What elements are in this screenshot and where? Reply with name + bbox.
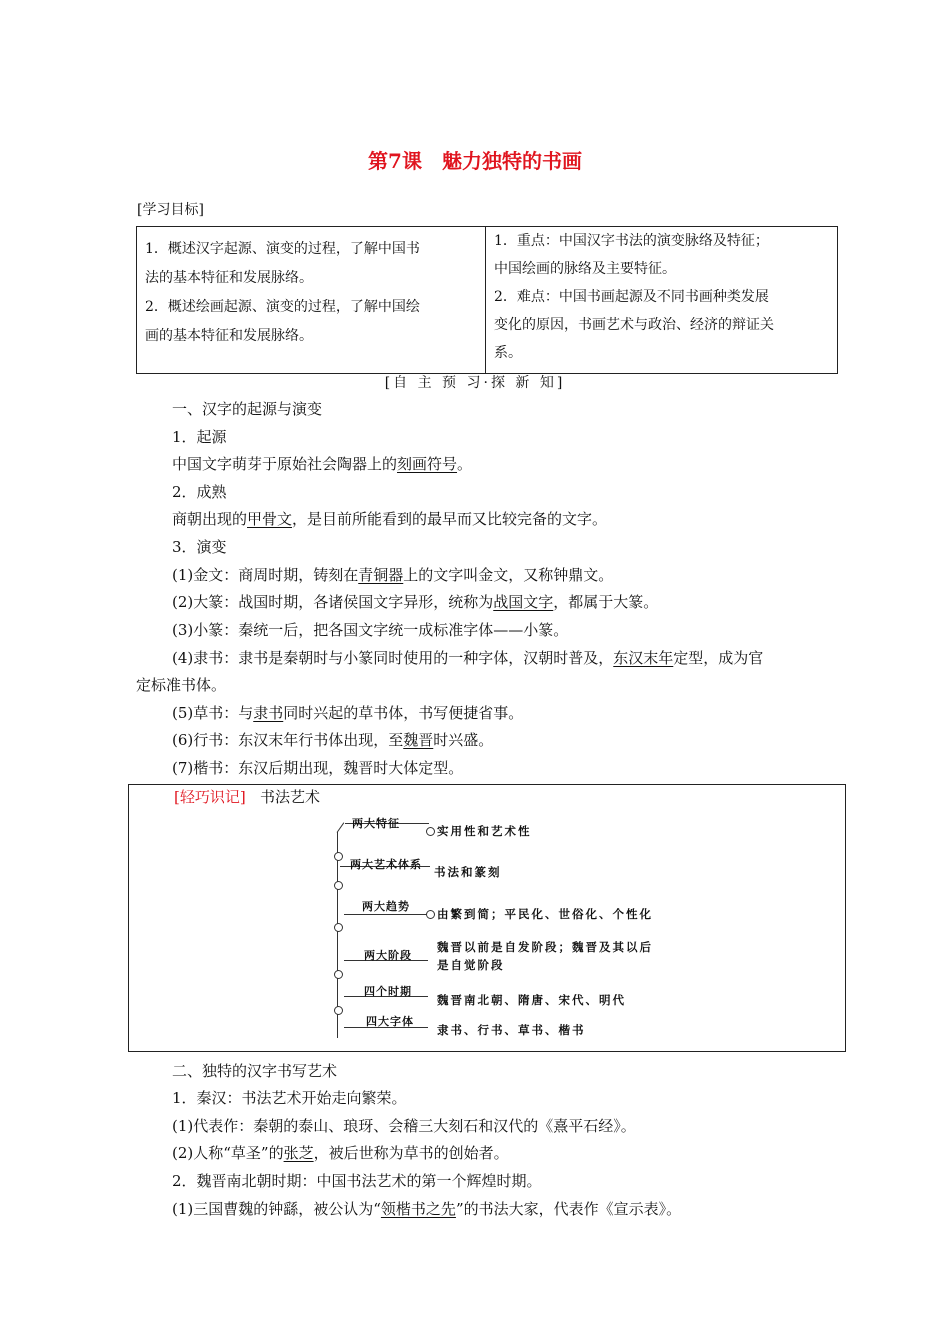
- goals-label: [学习目标]: [137, 202, 204, 218]
- goal-line: 画的基本特征和发展脉络。: [145, 328, 313, 344]
- goals-table: [136, 226, 838, 374]
- goal-line: 法的基本特征和发展脉络。: [145, 270, 313, 286]
- mindmap-dot: [334, 1006, 343, 1015]
- goal-line: 变化的原因，书画艺术与政治、经济的辩证关: [494, 317, 774, 333]
- part2-item: (2)人称“草圣”的张芝，被后世称为草书的创始者。: [172, 1144, 509, 1162]
- mindmap-dot: [426, 827, 435, 836]
- mindmap-topic: 书法艺术: [260, 788, 321, 806]
- mindmap-title: [174, 786, 320, 807]
- mindmap-branch: [344, 914, 428, 915]
- mindmap-dot: [334, 923, 343, 932]
- underlined-term: 张芝: [283, 1144, 314, 1162]
- evolution-heading: 3．演变: [172, 538, 227, 556]
- mindmap-tag: [轻巧识记]: [174, 788, 246, 806]
- page-title: 第7课 魅力独特的书画: [368, 149, 582, 173]
- mindmap-dot: [334, 881, 343, 890]
- mature-text: 商朝出现的甲骨文，是目前所能看到的最早而又比较完备的文字。: [172, 510, 608, 528]
- mindmap-node: 四个时期: [364, 985, 412, 998]
- mature-heading: 2．成熟: [172, 483, 227, 501]
- mindmap-leaf: 由繁到简；平民化、世俗化、个性化: [437, 907, 653, 921]
- evolution-item: (4)隶书：隶书是秦朝时与小篆同时使用的一种字体，汉朝时普及，东汉末年定型，成为官: [172, 649, 764, 667]
- mindmap-dot: [426, 910, 435, 919]
- origin-text: 中国文字萌芽于原始社会陶器上的刻画符号。: [172, 455, 473, 473]
- evolution-item: (5)草书：与隶书同时兴起的草书体，书写便捷省事。: [172, 704, 524, 722]
- mindmap-dot: [334, 852, 343, 861]
- evolution-item-cont: 定标准书体。: [136, 676, 227, 694]
- section-heading: [自 主 预 习·探 新 知]: [384, 375, 566, 391]
- goal-line: 1．重点：中国汉字书法的演变脉络及特征；: [494, 233, 769, 249]
- part1-heading: 一、汉字的起源与演变: [172, 400, 323, 418]
- mindmap-leaf: 魏晋以前是自发阶段；魏晋及其以后: [437, 940, 653, 954]
- underlined-term: 甲骨文: [247, 510, 293, 528]
- evolution-item: (2)大篆：战国时期，各诸侯国文字异形，统称为战国文字，都属于大篆。: [172, 593, 659, 611]
- underlined-term: 领楷书之先: [380, 1200, 456, 1218]
- part2-heading: 二、独特的汉字书写艺术: [172, 1062, 338, 1080]
- mindmap-node: 两大趋势: [362, 900, 410, 913]
- mindmap-leaf: 实用性和艺术性: [437, 824, 532, 838]
- part2-item: (1)代表作：秦朝的泰山、琅玡、会稽三大刻石和汉代的《熹平石经》。: [172, 1117, 636, 1135]
- part2-item: 2．魏晋南北朝时期：中国书法艺术的第一个辉煌时期。: [172, 1172, 542, 1190]
- underlined-term: 魏晋: [403, 731, 434, 749]
- goal-line: 1．概述汉字起源、演变的过程，了解中国书: [145, 241, 420, 257]
- origin-heading: 1．起源: [172, 428, 227, 446]
- part2-item: 1．秦汉：书法艺术开始走向繁荣。: [172, 1089, 407, 1107]
- evolution-item: (7)楷书：东汉后期出现，魏晋时大体定型。: [172, 759, 464, 777]
- goals-right-cell: [486, 227, 838, 374]
- mindmap-leaf: 隶书、行书、草书、楷书: [437, 1023, 586, 1037]
- underlined-term: 战国文字: [493, 593, 554, 611]
- mindmap-node: 两大特征: [352, 817, 400, 830]
- part2-item: (1)三国曹魏的钟繇，被公认为“领楷书之先”的书法大家，代表作《宣示表》。: [172, 1200, 682, 1218]
- goal-line: 系。: [494, 345, 522, 361]
- evolution-item: (1)金文：商周时期，铸刻在青铜器上的文字叫金文，又称钟鼎文。: [172, 566, 614, 584]
- goal-line: 2．概述绘画起源、演变的过程，了解中国绘: [145, 299, 420, 315]
- evolution-item: (6)行书：东汉末年行书体出现，至魏晋时兴盛。: [172, 731, 494, 749]
- goals-left-cell: [137, 227, 486, 374]
- mindmap-node: 两大艺术体系: [350, 858, 422, 871]
- goal-line: 2．难点：中国书画起源及不同书画种类发展: [494, 289, 769, 305]
- mindmap-leaf: 魏晋南北朝、隋唐、宋代、明代: [437, 993, 626, 1007]
- underlined-term: 青铜器: [358, 566, 404, 584]
- mindmap-node: 四大字体: [366, 1015, 414, 1028]
- mindmap-leaf: 书法和篆刻: [434, 865, 502, 879]
- underlined-term: 东汉末年: [613, 649, 674, 667]
- underlined-term: 隶书: [253, 704, 284, 722]
- underlined-term: 刻画符号: [397, 455, 458, 473]
- evolution-item: (3)小篆：秦统一后，把各国文字统一成标准字体——小篆。: [172, 621, 569, 639]
- mindmap-dot: [334, 970, 343, 979]
- mindmap-leaf: 是自觉阶段: [437, 958, 505, 972]
- mindmap-node: 两大阶段: [364, 949, 412, 962]
- goal-line: 中国绘画的脉络及主要特征。: [494, 261, 676, 277]
